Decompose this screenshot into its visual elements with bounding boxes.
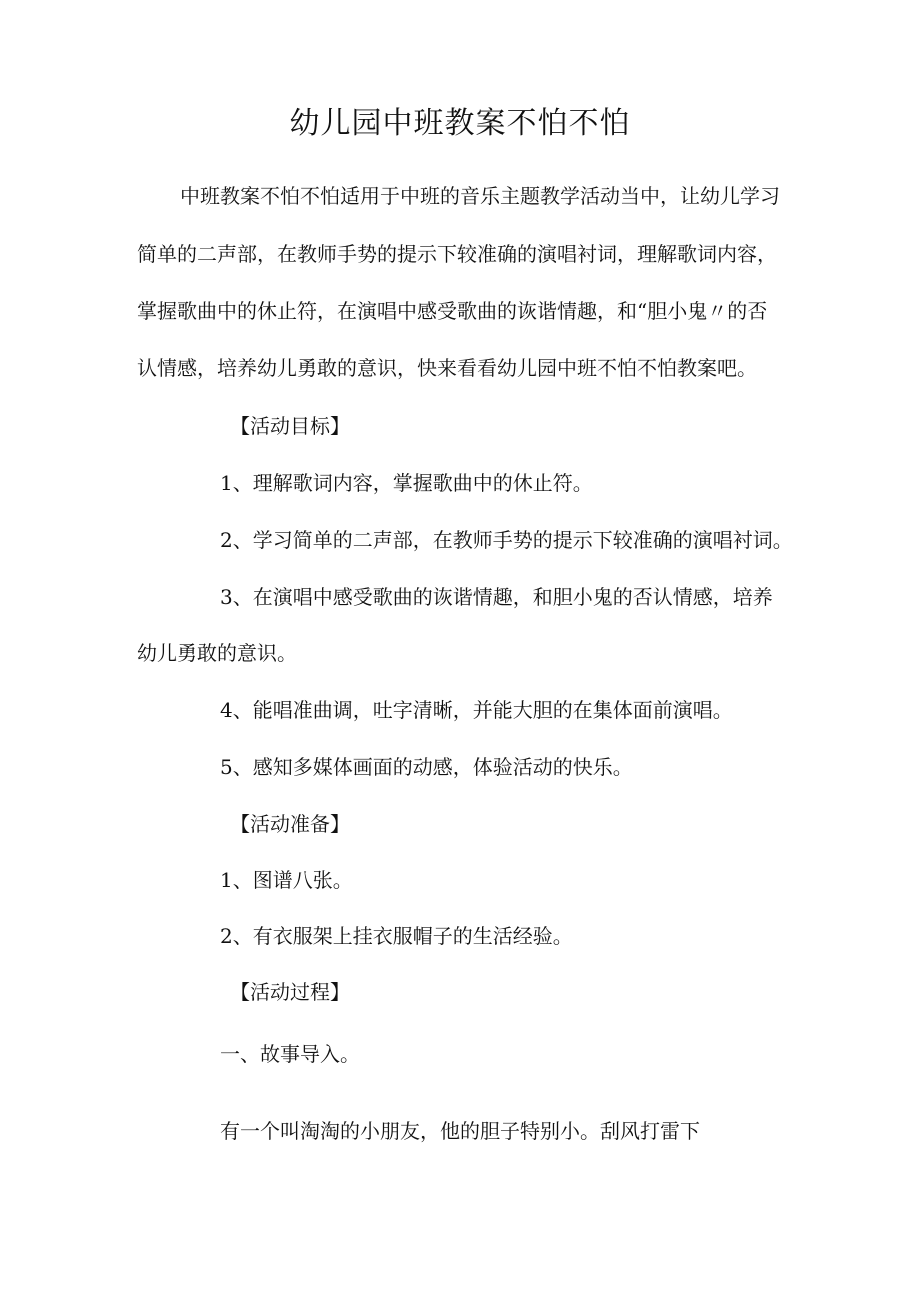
intro-line-1: 中班教案不怕不怕适用于中班的音乐主题教学活动当中，让幼儿学习 <box>180 184 780 208</box>
goals-heading: 【活动目标】 <box>230 414 350 438</box>
story-line: 有一个叫淘淘的小朋友，他的胆子特别小。刮风打雷下 <box>220 1119 700 1143</box>
goal-item-3-continued: 幼儿勇敢的意识。 <box>137 641 297 665</box>
goal-item-2: 2、学习简单的二声部，在教师手势的提示下较准确的演唱衬词。 <box>220 528 793 552</box>
goal-item-5: 5、感知多媒体画面的动感，体验活动的快乐。 <box>220 755 633 779</box>
intro-line-2: 简单的二声部，在教师手势的提示下较准确的演唱衬词，理解歌词内容， <box>137 242 777 266</box>
prep-heading: 【活动准备】 <box>230 812 350 836</box>
process-step-1: 一、故事导入。 <box>220 1042 360 1066</box>
process-heading: 【活动过程】 <box>230 980 350 1004</box>
goal-item-4: 4、能唱准曲调，吐字清晰，并能大胆的在集体面前演唱。 <box>220 698 733 722</box>
document-title: 幼儿园中班教案不怕不怕 <box>289 106 631 141</box>
intro-line-4: 认情感，培养幼儿勇敢的意识，快来看看幼儿园中班不怕不怕教案吧。 <box>137 356 757 380</box>
goal-item-3: 3、在演唱中感受歌曲的诙谐情趣，和胆小鬼的否认情感，培养 <box>220 585 773 609</box>
goal-item-1: 1、理解歌词内容，掌握歌曲中的休止符。 <box>220 471 593 495</box>
prep-item-2: 2、有衣服架上挂衣服帽子的生活经验。 <box>220 924 573 948</box>
intro-line-3: 掌握歌曲中的休止符，在演唱中感受歌曲的诙谐情趣，和“胆小鬼〃的否 <box>137 299 768 323</box>
prep-item-1: 1、图谱八张。 <box>220 868 353 892</box>
